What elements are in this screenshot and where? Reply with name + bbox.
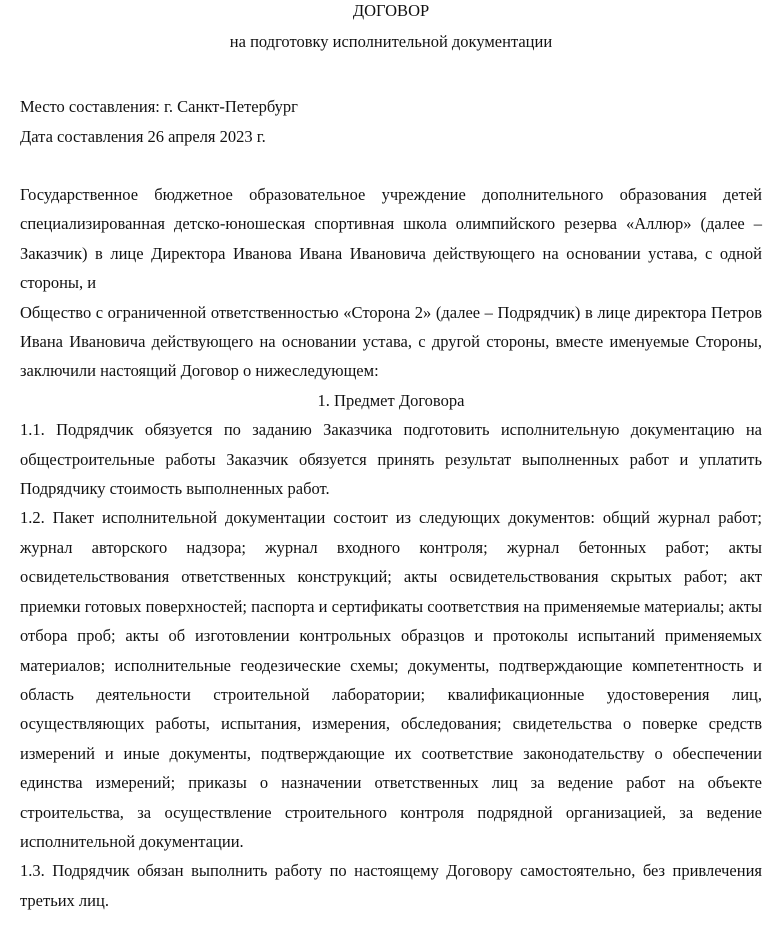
document-meta <box>20 54 762 151</box>
document-subtitle: на подготовку исполнительной документации <box>229 32 553 51</box>
clause-1-2: 1.2. Пакет исполнительной документации состоит из следующих документов: общий журнал работ; журнал авторского надзора; журнал входного контроля; журнал бетонных работ; акты освидетельствования ответственных конструкций; акты освидетельствования скрытых работ; акт приемки готовых поверхностей; паспорта и сертификаты соответствия на применяемые материалы; акты отбора проб; акты об изготовлении контрольных образцов и протоколы испытаний применяемых материалов; исполнительные геодезические схемы; документы, подтверждающие компетентность и область деятельности строительной лаборатории; квалификационные удостоверения лиц, осуществляющих работы, испытания, измерения, обследования; свидетельства о поверке средств измерений и иные документы, подтверждающие их соответствие законодательству о обеспечении единства измерений; приказы о назначении ответственных лиц за ведение работ на объекте строительства, за осуществление строительного контроля подрядной организацией, за ведение исполнительной документации. <box>20 508 762 851</box>
place-of-signing: Место составления: г. Санкт-Петербург <box>20 97 298 116</box>
party-contractor: Общество с ограниченной ответственностью «Сторона 2» (далее – Подрядчик) в лице директора Петров Ивана Ивановича действующего на основании устава, с другой стороны, вместе именуемые Стороны, заключили настоящий Договор о нижеследующем: <box>20 302 762 381</box>
document-title: ДОГОВОР <box>352 1 430 20</box>
party-customer: Государственное бюджетное образовательное учреждение дополнительного образования детей специализированная детско-юношеская спортивная школа олимпийского резерва «Аллюр» (далее – Заказчик) в лице Директора Иванова Ивана Ивановича действующего на основании устава, с одной стороны, и <box>20 185 762 293</box>
contract-document <box>20 0 762 915</box>
clause-1-1: 1.1. Подрядчик обязуется по заданию Заказчика подготовить исполнительную документацию на общестроительные работы Заказчик обязуется принять результат выполненных работ и уплатить Подрядчику стоимость выполненных работ. <box>20 420 762 499</box>
clause-1-3: 1.3. Подрядчик обязан выполнить работу по настоящему Договору самостоятельно, без привлечения третьих лиц. <box>20 861 762 910</box>
date-of-signing: Дата составления 26 апреля 2023 г. <box>20 126 266 146</box>
section-heading-subject: 1. Предмет Договора <box>317 390 465 410</box>
